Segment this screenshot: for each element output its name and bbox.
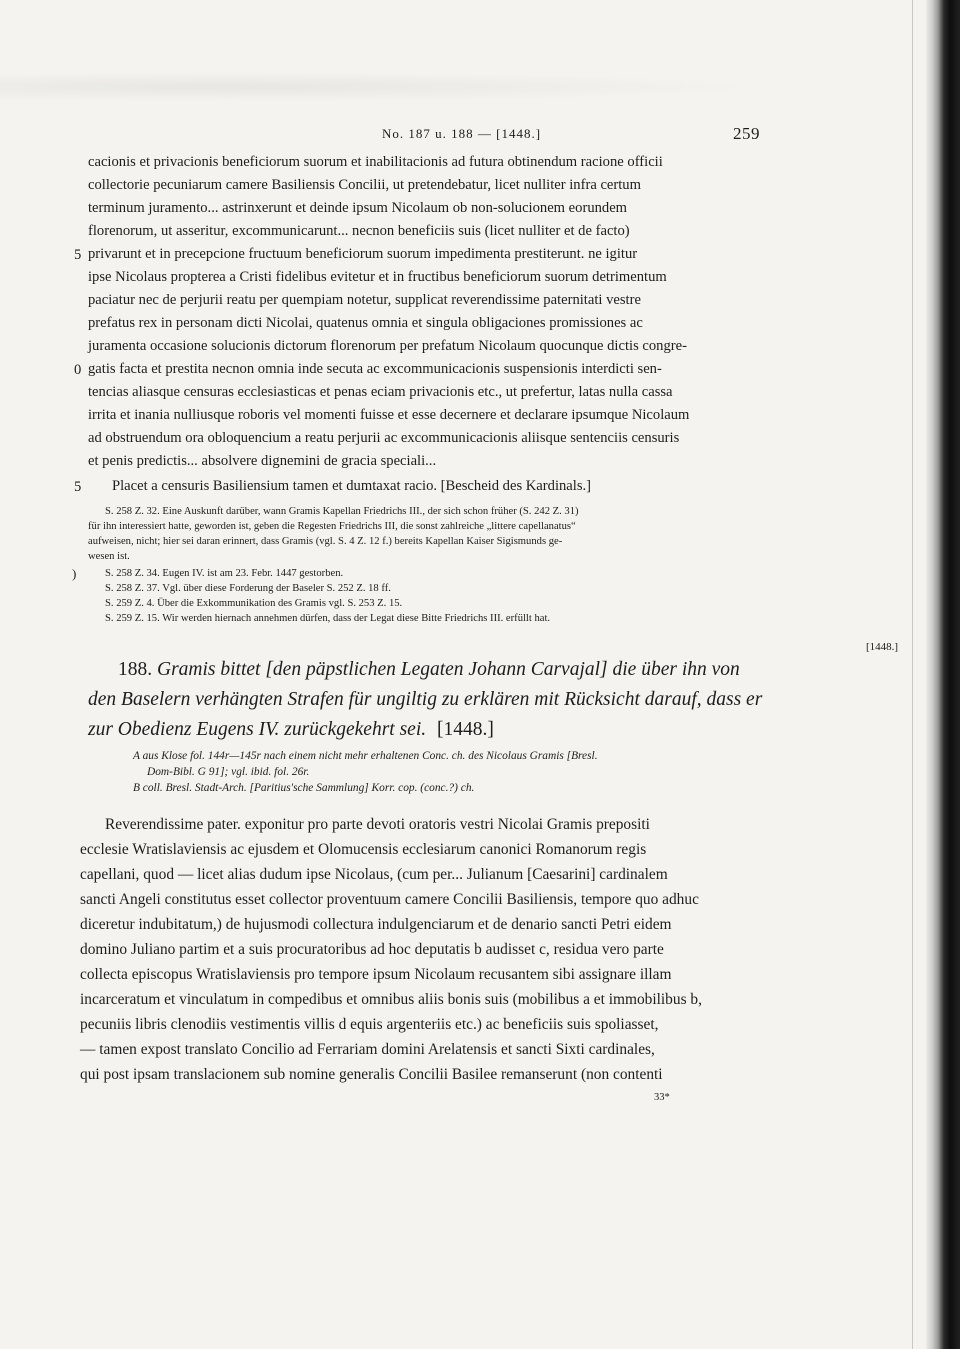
text-line-placet: Placet a censuris Basiliensium tamen et dumtaxat racio. [Bescheid des Kardinals.]: [112, 478, 592, 494]
text-line: collectorie pecuniarum camere Basiliensis Concilii, ut pretendebatur, licet nulliter infra certum: [88, 177, 641, 193]
text-line: sancti Angeli constitutus esset collector proventuum camere Concilii Basiliensis, tempore quo adhuc: [80, 891, 699, 908]
source-line: A aus Klose fol. 144r—145r nach einem nicht mehr erhaltenen Conc. ch. des Nicolaus Gramis [Bresl.: [133, 750, 598, 762]
page-number: 259: [733, 124, 760, 143]
margin-line-number: 0: [74, 362, 82, 378]
footnote-line: S. 258 Z. 32. Eine Auskunft darüber, wann Gramis Kapellan Friedrichs III., der sich schon früher (S. 242 Z. 31): [105, 506, 579, 517]
text-line: — tamen expost translato Concilio ad Ferrariam domini Arelatensis et sancti Sixti cardinales,: [80, 1041, 655, 1058]
footnote-line: wesen ist.: [88, 551, 130, 562]
doc-title-text: den Baselern verhängten Strafen für ungiltig zu erklären mit Rücksicht darauf, dass er: [88, 689, 763, 710]
text-line: et penis predictis... absolvere dignemini de gracia speciali...: [88, 453, 437, 469]
doc-title-line-2: [88, 690, 762, 710]
running-header: [300, 126, 760, 150]
source-line: Dom-Bibl. G 91]; vgl. ibid. fol. 26r.: [147, 766, 310, 778]
footnote-line: S. 259 Z. 4. Über die Exkommunikation des Gramis vgl. S. 253 Z. 15.: [105, 598, 403, 609]
text-line: diceretur indubitatum,) de hujusmodi collectura indulgenciarum et de denario sancti Petri eidem: [80, 916, 672, 933]
doc-title-text: Gramis bittet [den päpstlichen Legaten Johann Carvajal] die über ihn von: [157, 659, 740, 680]
text-line: terminum juramento... astrinxerunt et deinde ipsum Nicolaum ob non-solucionem eorundem: [88, 200, 628, 216]
book-spine-edge: [926, 0, 960, 1349]
text-line: domino Juliano partim et a suis procuratoribus ad hoc deputatis b audisset c, residua vero parte: [80, 941, 664, 958]
margin-date: [1448.]: [866, 641, 899, 653]
signature-mark: 33*: [654, 1092, 670, 1103]
source-line: B coll. Bresl. Stadt-Arch. [Paritius'sche Sammlung] Korr. cop. (conc.?) ch.: [133, 782, 475, 794]
doc-title-text: zur Obedienz Eugens IV. zurückgekehrt sei.: [88, 719, 427, 740]
footnote-line: S. 259 Z. 15. Wir werden hiernach annehmen dürfen, dass der Legat diese Bitte Friedrichs III. erfüllt hat.: [105, 613, 551, 624]
footnote-line: für ihn interessiert hatte, geworden ist, geben die Regesten Friedrichs III, die sonst zahlreiche „littere capellanatus“: [88, 521, 576, 532]
text-line: irrita et inania nulliusque roboris vel momenti fuisse et esse decernere et declarare ipsumque Nicolaum: [88, 407, 690, 423]
text-line: Reverendissime pater. exponitur pro parte devoti oratoris vestri Nicolai Gramis prepositi: [105, 816, 650, 833]
text-line: ipse Nicolaus propterea a Cristi fidelibus evitetur et in fructibus beneficiorum suorum detrimentum: [88, 269, 667, 285]
text-line: incarceratum et vinculatum in compedibus et omnibus aliis bonis suis (mobilibus a et immobilibus b,: [80, 991, 702, 1008]
doc-title-line-1: [118, 660, 740, 680]
text-line: gatis facta et prestita necnon omnia inde secuta ac excommunicacionis suspensionis interdicti sen-: [88, 361, 662, 377]
margin-line-number: 5: [74, 247, 82, 263]
footnote-line: S. 258 Z. 37. Vgl. über diese Forderung der Baseler S. 252 Z. 18 ff.: [105, 583, 391, 594]
text-line: collecta episcopus Wratislaviensis pro tempore ipsum Nicolaum recusantem sibi assignare illam: [80, 966, 672, 983]
text-line: tencias aliasque censuras ecclesiasticas et penas eciam privacionis etc., ut prefertur, latas nulla cassa: [88, 384, 673, 400]
page-edge-line: [912, 0, 913, 1349]
text-line: qui post ipsam translacionem sub nomine generalis Concilii Basilee remanserunt (non contenti: [80, 1066, 663, 1083]
footnote-line: aufweisen, nicht; hier sei daran erinnert, dass Gramis (vgl. S. 4 Z. 12 f.) bereits Kapellan Kaiser Sigismunds ge-: [88, 536, 563, 547]
text-line: cacionis et privacionis beneficiorum suorum et inabilitacionis ad futura obtinendum racione officii: [88, 154, 663, 170]
footnote-line: S. 258 Z. 34. Eugen IV. ist am 23. Febr. 1447 gestorben.: [105, 568, 344, 579]
text-line: ad obstruendum ora obloquencium a reatu perjurii ac excommunicacionis aliisque sentenciis censuris: [88, 430, 680, 446]
text-line: paciatur nec de perjurii reatu per quempiam notetur, supplicat reverendissime paternitati vestre: [88, 292, 641, 308]
doc-year: [1448.]: [437, 719, 494, 740]
margin-mark: ): [72, 566, 77, 581]
doc-title-line-3: [88, 720, 494, 740]
text-line: prefatus rex in personam dicti Nicolai, quatenus omnia et singula obligaciones promissiones ac: [88, 315, 643, 331]
text-line: privarunt et in precepcione fructuum beneficiorum suorum impedimenta prestiterunt. ne igitur: [88, 246, 638, 262]
text-line: ecclesie Wratislaviensis ac ejusdem et Olomucensis ecclesiarum canonici Romanorum regis: [80, 841, 647, 858]
text-line: florenorum, ut asseritur, excommunicarunt... necnon beneficiis suis (licet nulliter et de facto): [88, 223, 630, 239]
text-line: pecuniis libris clenodiis vestimentis villis d equis argenteriis etc.) ac beneficiis suis spoliasset,: [80, 1016, 659, 1033]
scan-noise: [0, 72, 760, 102]
margin-line-number: 5: [74, 479, 82, 495]
text-line: capellani, quod — licet alias dudum ipse Nicolaus, (cum per... Julianum [Caesarini] cardinalem: [80, 866, 668, 883]
text-line: juramenta occasione solucionis dictorum florenorum per prefatum Nicolaum quocunque dictis congre-: [88, 338, 687, 354]
doc-number: 188.: [118, 659, 153, 680]
running-title: No. 187 u. 188 — [1448.]: [382, 126, 542, 141]
